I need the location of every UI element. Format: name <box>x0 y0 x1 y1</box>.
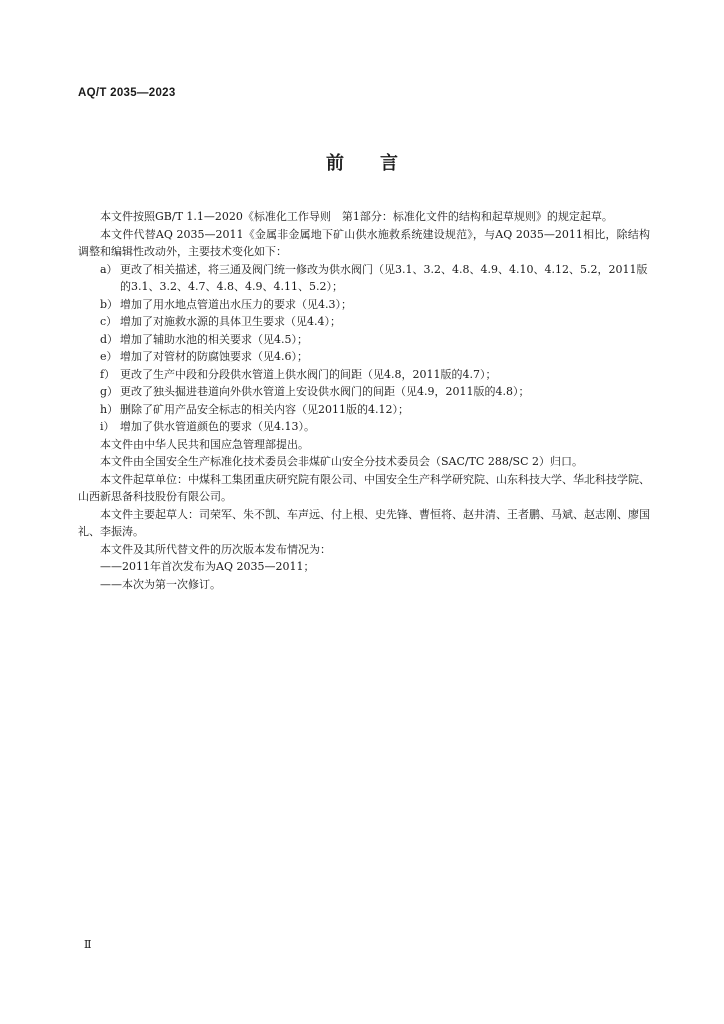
list-item-text: 增加了对管材的防腐蚀要求（见4.6）； <box>120 350 308 363</box>
list-item-text: 增加了辅助水池的相关要求（见4.5）； <box>120 332 308 346</box>
standard-code: AQ/T 2035—2023 <box>78 87 176 99</box>
paragraph-drafting-units: 本文件起草单位：中煤科工集团重庆研究院有限公司、中国安全生产科学研究院、山东科技大学、华北科技学院、山西新思备科技股份有限公司。 <box>78 472 650 503</box>
history-item: ——本次为第一次修订。 <box>100 577 221 591</box>
history-item: ——2011年首次发布为AQ 2035—2011； <box>100 560 315 573</box>
list-marker: b） <box>100 297 119 311</box>
list-marker: i） <box>100 420 115 433</box>
list-item-text: 更改了生产中段和分段供水管道上供水阀门的间距（见4.8，2011版的4.7）； <box>120 367 497 381</box>
paragraph-proposer: 本文件由中华人民共和国应急管理部提出。 <box>100 437 309 451</box>
list-marker: h） <box>100 402 119 416</box>
list-marker: e） <box>100 350 118 363</box>
list-item <box>78 261 650 296</box>
list-item-text: 更改了独头掘进巷道向外供水管道上安设供水阀门的间距（见4.9，2011版的4.8）； <box>120 385 530 398</box>
list-item <box>78 313 650 331</box>
list-item <box>78 348 650 366</box>
paragraph-drafters: 本文件主要起草人：司荣军、朱不凯、车声远、付上根、史先锋、曹恒将、赵井清、王者鹏、马斌、赵志刚、廖国礼、李振涛。 <box>78 507 650 538</box>
page-title: 前言 <box>326 153 434 174</box>
list-item-text: 增加了供水管道颜色的要求（见4.13）。 <box>120 420 315 433</box>
list-item <box>78 331 650 349</box>
list-item <box>78 366 650 384</box>
page-number: Ⅱ <box>84 938 92 951</box>
paragraph-replacement: 本文件代替AQ 2035—2011《金属非金属地下矿山供水施救系统建设规范》，与AQ 2035—2011相比，除结构调整和编辑性改动外，主要技术变化如下： <box>78 227 650 258</box>
list-item-text: 更改了相关描述，将三通及阀门统一修改为供水阀门（见3.1、3.2、4.8、4.9、4.10、4.12、5.2，2011版的3.1、3.2、4.7、4.8、4.9、4.11、5.2）； <box>120 262 648 293</box>
paragraph-drafting-rules: 本文件按照GB/T 1.1—2020《标准化工作导则 第1部分：标准化文件的结构和起草规则》的规定起草。 <box>100 210 613 223</box>
paragraph-history-intro: 本文件及其所代替文件的历次版本发布情况为： <box>100 542 331 556</box>
list-marker: f） <box>100 367 116 381</box>
list-item-text: 删除了矿用产品安全标志的相关内容（见2011版的4.12）； <box>120 402 409 416</box>
list-marker: a） <box>100 262 118 276</box>
list-marker: c） <box>100 315 118 328</box>
paragraph-centralized: 本文件由全国安全生产标准化技术委员会非煤矿山安全分技术委员会（SAC/TC 288/SC 2）归口。 <box>100 455 583 468</box>
list-item <box>78 296 650 314</box>
foreword-body <box>78 208 650 593</box>
list-item <box>78 401 650 419</box>
list-marker: g） <box>100 385 119 398</box>
list-marker: d） <box>100 332 119 346</box>
changes-list <box>78 261 650 436</box>
list-item-text: 增加了用水地点管道出水压力的要求（见4.3）； <box>120 297 352 311</box>
list-item <box>78 418 650 436</box>
list-item-text: 增加了对施救水源的具体卫生要求（见4.4）； <box>120 315 341 328</box>
list-item <box>78 383 650 401</box>
